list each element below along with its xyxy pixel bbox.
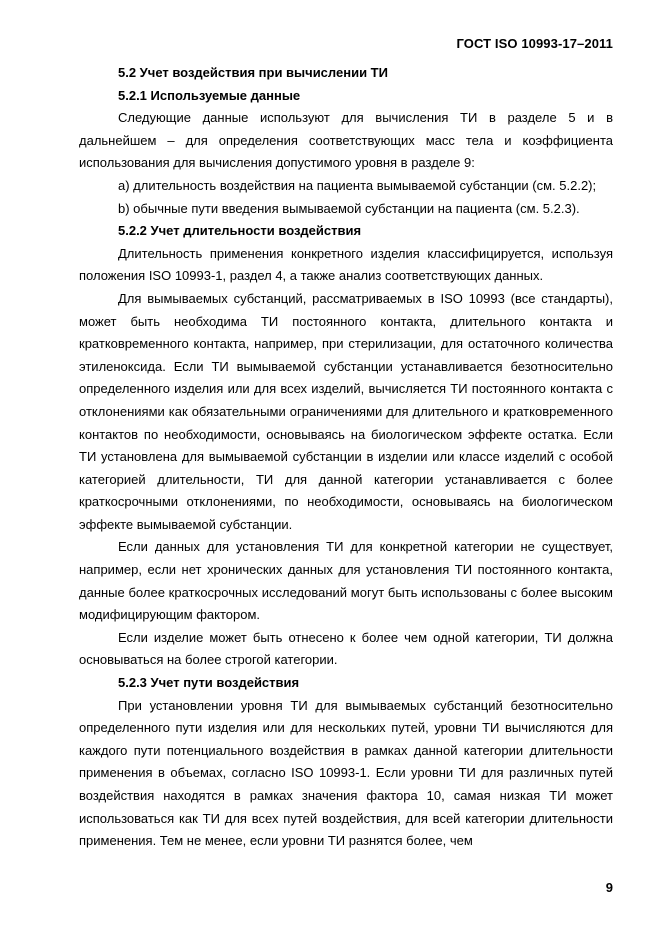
- section-heading-5-2-3: 5.2.3 Учет пути воздействия: [118, 675, 300, 691]
- page-content: [79, 62, 613, 853]
- section-heading-5-2-1: 5.2.1 Используемые данные: [118, 87, 301, 103]
- standard-header: ГОСТ ISO 10993-17–2011: [456, 36, 613, 51]
- section-heading-5-2-2: 5.2.2 Учет длительности воздействия: [118, 223, 362, 239]
- section-heading-5-2: 5.2 Учет воздействия при вычислении ТИ: [118, 65, 388, 80]
- paragraph: Если данных для установления ТИ для конкретной категории не существует, например, если нет хронических данных для установления ТИ постоянного контакта, данные более краткосрочных исследований могут быть использованы с более высоким модифицирующим фактором.: [79, 539, 613, 623]
- paragraph: Длительность применения конкретного изделия классифицируется, используя положения ISO 10993-1, раздел 4, а также анализ соответствующих данных.: [79, 245, 613, 284]
- page-number: 9: [605, 880, 613, 895]
- paragraph: Если изделие может быть отнесено к более чем одной категории, ТИ должна основываться на более строгой категории.: [79, 629, 613, 668]
- paragraph: Следующие данные используют для вычисления ТИ в разделе 5 и в дальнейшем – для определения соответствующих масс тела и коэффициента использования для вычисления допустимого уровня в разделе 9:: [79, 110, 613, 171]
- list-item-a: a) длительность воздействия на пациента вымываемой субстанции (см. 5.2.2);: [118, 177, 597, 193]
- list-item-b: b) обычные пути введения вымываемой субстанции на пациента (см. 5.2.3).: [118, 200, 580, 216]
- paragraph: При установлении уровня ТИ для вымываемых субстанций безотносительно определенного пути изделия или для нескольких путей, уровни ТИ вычисляются для каждого пути потенциального воздействия в рамках данной категории длительности применения в объемах, согласно ISO 10993-1. Если уровни ТИ для различных путей воздействия находятся в рамках значения фактора 10, самая низкая ТИ может использоваться как ТИ для всех путей воздействия, для всей категории длительности применения. Тем не менее, если уровни ТИ разнятся более, чем: [79, 697, 613, 849]
- paragraph: Для вымываемых субстанций, рассматриваемых в ISO 10993 (все стандарты), может быть необходима ТИ постоянного контакта, длительного контакта и кратковременного контакта, например, при стерилизации, для остаточного количества этиленоксида. Если ТИ вымываемой субстанции устанавливается безотносительно определенного изделия или для всех изделий, вычисляется ТИ постоянного контакта с отклонениями как обязательными ограничениями для длительного и кратковременного контактов по необходимости, основываясь на биологическом эффекте остатка. Если ТИ установлена для вымываемой субстанции в изделии или классе изделий с особой категорией длительности, ТИ для данной категории устанавливается с более краткосрочными отклонениями, по необходимости, основываясь на биологическом эффекте вымываемой субстанции.: [79, 290, 613, 532]
